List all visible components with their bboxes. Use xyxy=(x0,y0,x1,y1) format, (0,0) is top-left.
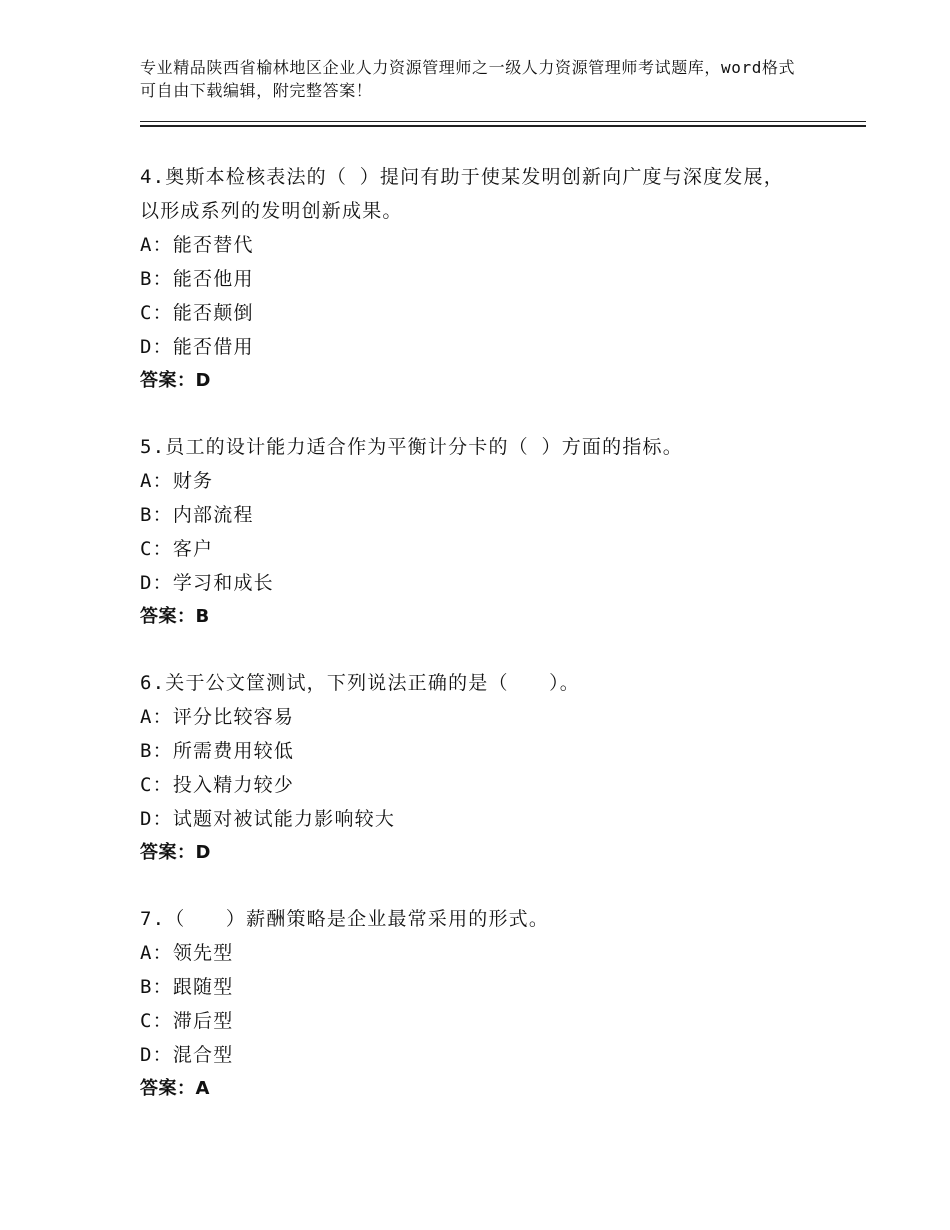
answer-line: 答案：A xyxy=(140,1078,210,1099)
option-a: A：评分比较容易 xyxy=(140,706,295,728)
question-stem: 5.员工的设计能力适合作为平衡计分卡的（ ）方面的指标。 xyxy=(140,436,683,458)
option-a: A：能否替代 xyxy=(140,234,254,256)
option-d: D：能否借用 xyxy=(140,336,254,358)
answer-line: 答案：D xyxy=(140,842,211,863)
option-d: D：混合型 xyxy=(140,1044,234,1066)
option-d: D：学习和成长 xyxy=(140,572,274,594)
option-b: B：所需费用较低 xyxy=(140,740,295,762)
option-c: C：能否颠倒 xyxy=(140,302,254,324)
question-stem: 6.关于公文筐测试，下列说法正确的是（ ）。 xyxy=(140,672,580,694)
option-b: B：能否他用 xyxy=(140,268,254,290)
option-c: C：投入精力较少 xyxy=(140,774,295,796)
header-divider-top xyxy=(140,121,866,122)
option-b: B：跟随型 xyxy=(140,976,234,998)
header-title: 专业精品陕西省榆林地区企业人力资源管理师之一级人力资源管理师考试题库，word格式可自由下载编辑，附完整答案！ xyxy=(140,58,796,100)
question-7 xyxy=(140,902,800,1106)
question-4 xyxy=(140,160,800,398)
question-6 xyxy=(140,666,800,870)
option-d: D：试题对被试能力影响较大 xyxy=(140,808,396,830)
page-header xyxy=(140,56,800,102)
question-list xyxy=(140,160,800,1138)
option-a: A：财务 xyxy=(140,470,214,492)
header-divider-bottom xyxy=(140,125,866,127)
question-5 xyxy=(140,430,800,634)
option-c: C：客户 xyxy=(140,538,214,560)
answer-line: 答案：B xyxy=(140,606,210,627)
option-a: A：领先型 xyxy=(140,942,234,964)
answer-line: 答案：D xyxy=(140,370,211,391)
option-c: C：滞后型 xyxy=(140,1010,234,1032)
option-b: B：内部流程 xyxy=(140,504,254,526)
question-stem: 4.奥斯本检核表法的（ ）提问有助于使某发明创新向广度与深度发展，以形成系列的发明创新成果。 xyxy=(140,166,784,222)
question-stem: 7.（ ）薪酬策略是企业最常采用的形式。 xyxy=(140,908,550,930)
